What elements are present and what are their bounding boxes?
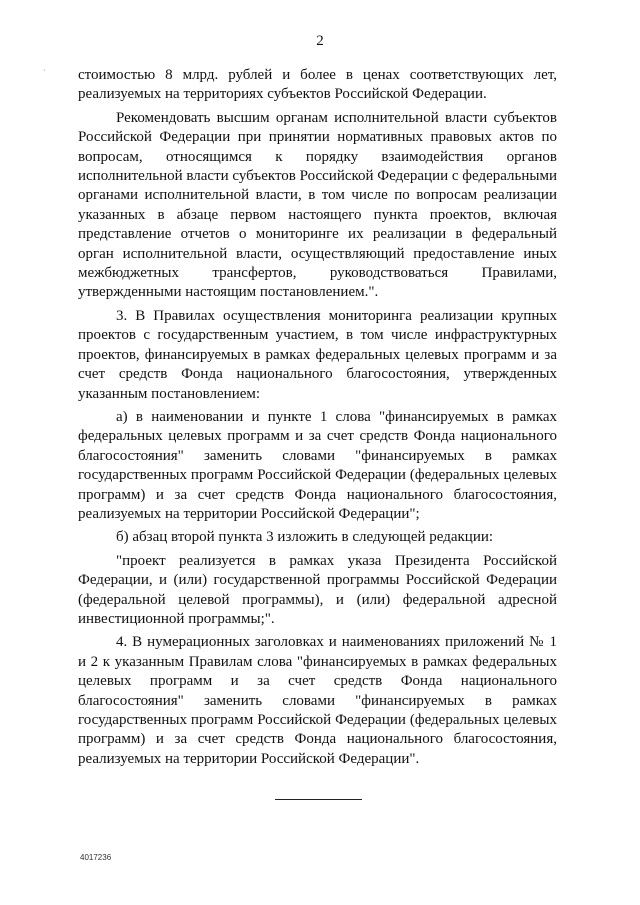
margin-mark: · [43,66,46,75]
end-divider [275,799,362,800]
paragraph-quote: "проект реализуется в рамках указа Президента Российской Федерации, и (или) государственной программы Российской Федерации (федеральной целевой программы), и (или) федеральной адресной инвестиционной программы;". [78,552,557,627]
document-code: 4017236 [80,853,112,862]
document-body [78,66,557,773]
paragraph-continuation: стоимостью 8 млрд. рублей и более в ценах соответствующих лет, реализуемых на территориях субъектов Российской Федерации. [78,67,557,103]
paragraph-item-3: 3. В Правилах осуществления мониторинга реализации крупных проектов с государственным участием, в том числе инфраструктурных проектов, финансируемых в рамках федеральных целевых программ и за счет средств Фонда национального благосостояния, утвержденных указанным постановлением: [78,307,557,402]
paragraph-item-3a: а) в наименовании и пункте 1 слова "финансируемых в рамках федеральных целевых программ и за счет средств Фонда национального благосостояния" заменить словами "финансируемых в рамках государственных программ Российской Федерации (федеральных целевых программ) и за счет средств Фонда национального благосостояния, реализуемых на территории Российской Федерации"; [78,408,557,522]
paragraph-recommendation: Рекомендовать высшим органам исполнительной власти субъектов Российской Федерации при принятии нормативных правовых актов по вопросам, относящимся к порядку взаимодействия органов исполнительной власти субъектов Российской Федерации с федеральными органами исполнительной власти, в том числе по вопросам реализации указанных в абзаце первом настоящего пункта проектов, включая представление отчетов о мониторинге их реализации в федеральный орган исполнительной власти, осуществляющий предоставление иных межбюджетных трансфертов, руководствоваться Правилами, утвержденными настоящим постановлением.". [78,109,558,301]
paragraph-item-4: 4. В нумерационных заголовках и наименованиях приложений № 1 и 2 к указанным Правилам слова "финансируемых в рамках федеральных целевых программ и за счет средств Фонда национального благосостояния" заменить словами "финансируемых в рамках государственных программ Российской Федерации (федеральных целевых программ) и за счет средств Фонда национального благосостояния, реализуемых на территории Российской Федерации". [78,634,557,767]
page-number: 2 [316,33,324,49]
paragraph-item-3b: б) абзац второй пункта 3 изложить в следующей редакции: [116,529,494,546]
